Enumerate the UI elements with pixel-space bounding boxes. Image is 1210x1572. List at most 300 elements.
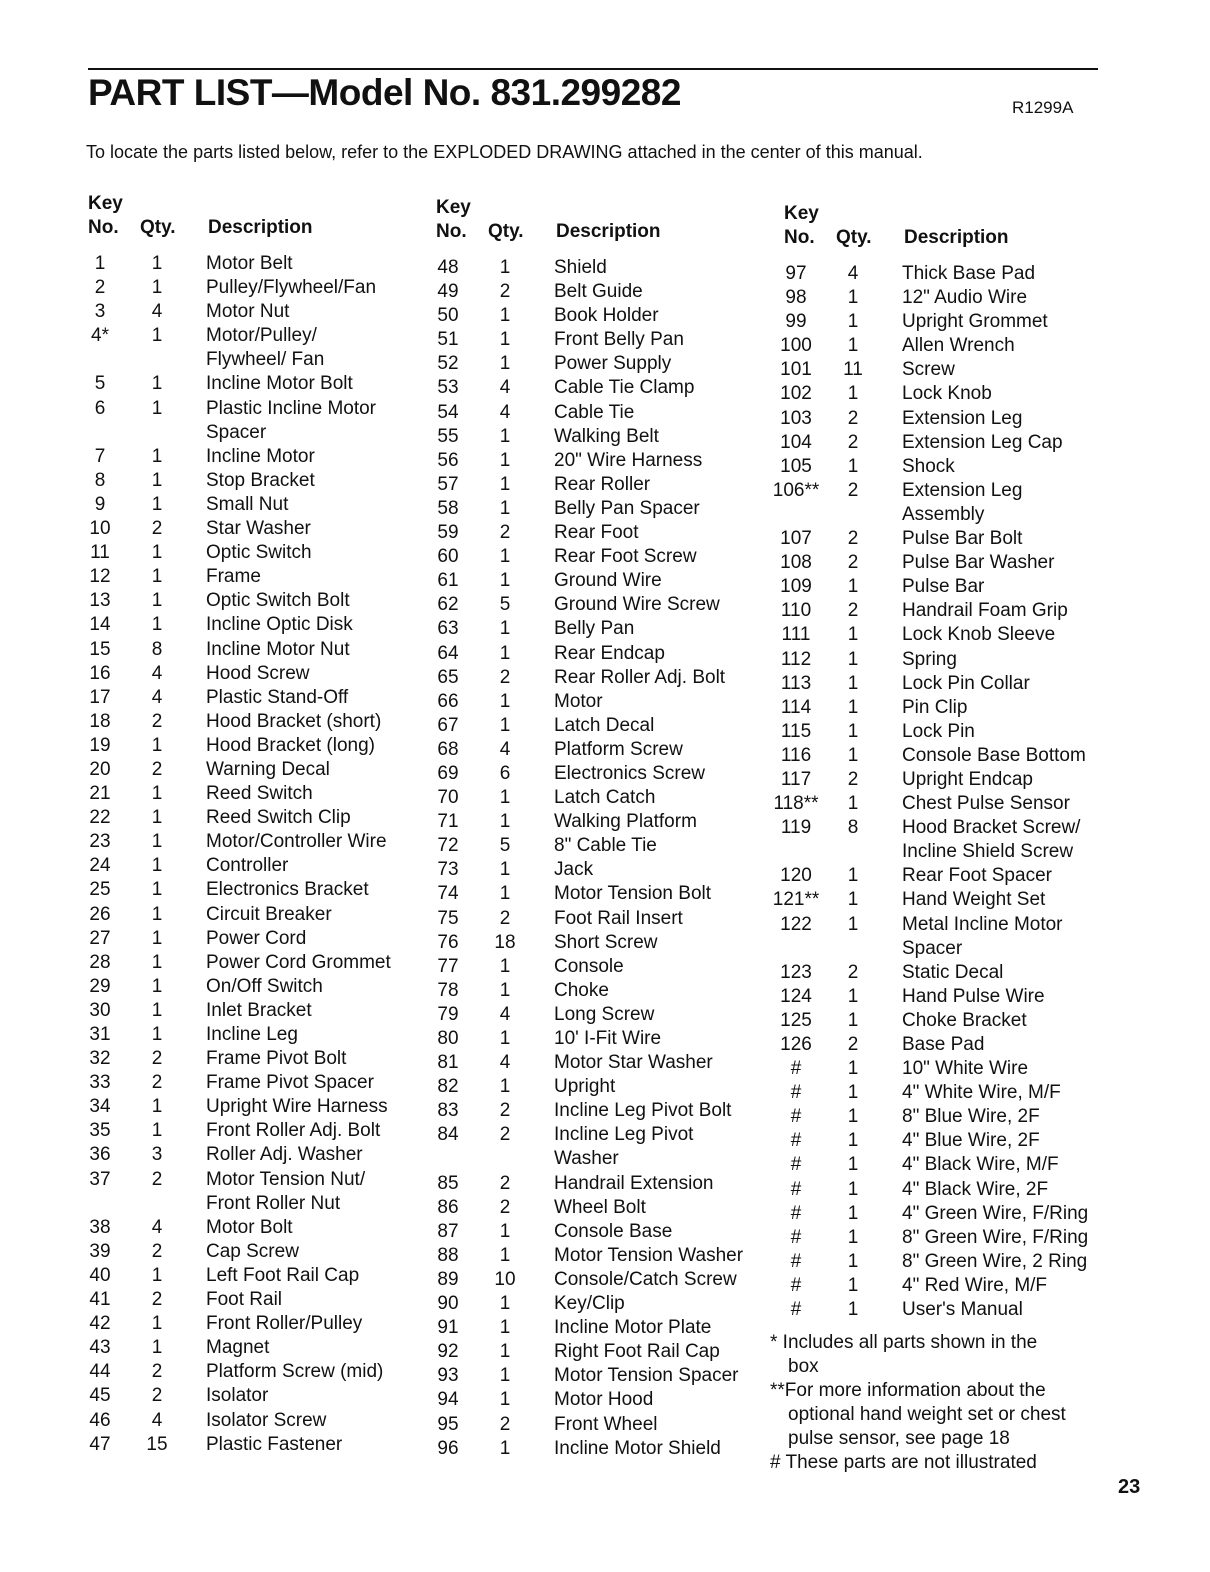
part-description: Latch Decal [554, 714, 655, 736]
part-qty: 1 [847, 1154, 859, 1176]
part-key: 51 [437, 329, 459, 351]
part-key: 87 [437, 1220, 459, 1242]
part-description: Reed Switch [206, 783, 313, 805]
part-qty: 4 [499, 377, 511, 399]
part-qty: 2 [847, 1034, 859, 1055]
part-row [772, 1299, 1112, 1323]
part-description: Power Cord Grommet [206, 951, 391, 973]
part-row [76, 373, 416, 397]
part-key: 15 [89, 638, 111, 660]
part-key: 58 [437, 497, 459, 519]
footnote [770, 1451, 1110, 1475]
doc-code: R1299A [1012, 98, 1074, 117]
part-row [772, 1179, 1112, 1203]
part-qty: 10 [494, 1268, 516, 1290]
part-qty: 2 [151, 1289, 163, 1311]
part-description: Incline Motor Plate [554, 1317, 712, 1339]
part-key: 7 [94, 445, 106, 467]
part-row [424, 570, 764, 594]
part-qty: 1 [499, 1244, 511, 1266]
header-qty: Qty. [140, 217, 176, 238]
part-key: 103 [780, 407, 812, 429]
part-row [424, 329, 764, 353]
part-key: # [790, 1299, 802, 1321]
part-description: Plastic Stand-Off [206, 686, 349, 708]
part-key: # [790, 1274, 802, 1296]
header-no: No. [88, 217, 119, 238]
part-qty: 1 [499, 1076, 511, 1098]
part-qty: 1 [847, 1106, 859, 1128]
part-row [424, 835, 764, 859]
part-qty: 4 [499, 1003, 511, 1025]
part-qty: 2 [499, 1172, 511, 1194]
part-row [424, 643, 764, 667]
part-row [76, 470, 416, 494]
part-qty: 1 [151, 734, 163, 756]
part-description: Washer [554, 1148, 619, 1170]
part-qty: 2 [499, 1100, 511, 1122]
part-row [424, 1365, 764, 1389]
part-qty: 1 [847, 311, 859, 333]
part-description: Optic Switch Bolt [206, 590, 350, 612]
part-row [424, 932, 764, 956]
part-qty: 2 [499, 1124, 511, 1146]
part-key: 22 [89, 807, 111, 829]
part-row [424, 1052, 764, 1076]
part-qty: 1 [151, 807, 163, 829]
part-row [424, 594, 764, 618]
part-key: 38 [89, 1216, 111, 1238]
part-key: 23 [89, 831, 111, 853]
part-row [76, 349, 416, 373]
part-key: 72 [437, 835, 459, 857]
part-description: Extension Leg [902, 479, 1023, 501]
part-key: 65 [437, 666, 459, 688]
part-row [772, 745, 1112, 769]
part-key: 61 [437, 570, 459, 592]
part-row [424, 1004, 764, 1028]
part-qty: 2 [847, 528, 859, 550]
part-qty: 2 [151, 1240, 163, 1262]
part-description: Incline Shield Screw [902, 841, 1074, 863]
part-description: Hand Pulse Wire [902, 985, 1045, 1007]
part-row [76, 783, 416, 807]
part-description: Foot Rail [206, 1289, 283, 1311]
part-key: 44 [89, 1361, 111, 1383]
part-row [772, 528, 1112, 552]
part-qty: 1 [151, 277, 163, 299]
part-qty: 1 [499, 714, 511, 736]
part-key: 86 [437, 1196, 459, 1218]
part-key: 19 [89, 734, 111, 756]
part-key: 105 [780, 455, 812, 477]
part-qty: 4 [499, 738, 511, 760]
part-key: # [790, 1226, 802, 1248]
part-qty: 1 [847, 1082, 859, 1104]
part-key: 124 [780, 985, 812, 1007]
part-key: 91 [437, 1317, 459, 1339]
part-row [772, 914, 1112, 938]
part-description: 10' I-Fit Wire [554, 1028, 662, 1049]
part-row [772, 721, 1112, 745]
page-number: 23 [1118, 1476, 1141, 1498]
part-key: 52 [437, 353, 459, 375]
part-description: Incline Leg Pivot [554, 1124, 694, 1146]
part-row [76, 422, 416, 446]
part-qty: 1 [847, 889, 859, 911]
part-description: Spring [902, 648, 957, 670]
part-description: Upright Wire Harness [206, 1096, 388, 1118]
part-row [76, 1072, 416, 1096]
part-description: 10" White Wire [902, 1058, 1029, 1080]
part-row [76, 1144, 416, 1168]
part-description: Motor Tension Washer [554, 1244, 744, 1266]
part-description: Upright Endcap [902, 768, 1033, 790]
part-description: Upright Grommet [902, 311, 1048, 333]
part-description: Small Nut [206, 493, 289, 515]
part-qty: 4 [847, 263, 859, 284]
part-row [76, 759, 416, 783]
part-qty: 1 [847, 383, 859, 405]
part-key: 74 [437, 883, 459, 905]
part-qty: 1 [151, 1264, 163, 1286]
part-key: 59 [437, 522, 459, 544]
part-row [76, 952, 416, 976]
part-row [772, 673, 1112, 697]
part-qty: 1 [499, 787, 511, 809]
part-key: 32 [89, 1048, 111, 1070]
part-row [76, 253, 416, 277]
header-key: Key [88, 193, 123, 214]
part-description: 4" Green Wire, F/Ring [902, 1202, 1089, 1224]
part-key: 4* [91, 325, 109, 347]
part-description: Allen Wrench [902, 335, 1015, 357]
part-key: 9 [94, 493, 106, 515]
part-row [772, 865, 1112, 889]
part-key: 5 [94, 373, 106, 395]
part-row [772, 456, 1112, 480]
part-description: Front Roller Nut [206, 1192, 341, 1214]
part-description: Motor/Pulley/ [206, 325, 317, 347]
part-qty: 1 [151, 542, 163, 564]
part-row [424, 1100, 764, 1124]
part-key: 98 [785, 287, 807, 309]
part-row [424, 1317, 764, 1341]
part-key: 53 [437, 377, 459, 399]
part-description: Walking Belt [554, 425, 659, 447]
part-key: 117 [780, 768, 812, 790]
part-key: 55 [437, 425, 459, 447]
part-key: 36 [89, 1144, 111, 1166]
column-header [424, 197, 764, 257]
part-row [424, 1438, 764, 1462]
part-qty: 1 [151, 783, 163, 805]
part-key: 109 [780, 576, 812, 598]
part-row [772, 1154, 1112, 1178]
part-description: Belly Pan [554, 618, 635, 640]
part-key: # [790, 1250, 802, 1272]
part-row [76, 904, 416, 928]
part-description: Frame Pivot Spacer [206, 1072, 374, 1094]
part-row [76, 976, 416, 1000]
header-key: Key [784, 203, 819, 224]
part-key: 94 [437, 1389, 459, 1411]
part-description: Frame [206, 566, 261, 588]
part-row [772, 1082, 1112, 1106]
part-qty: 1 [151, 1337, 163, 1359]
part-qty: 1 [847, 865, 859, 887]
part-qty: 1 [499, 618, 511, 640]
part-row [772, 817, 1112, 841]
part-key: 27 [89, 927, 111, 949]
part-qty: 8 [151, 638, 163, 660]
part-row [76, 663, 416, 687]
footnote-line: pulse sensor, see page 18 [788, 1428, 1010, 1449]
part-description: Belt Guide [554, 281, 643, 303]
part-key: 6 [94, 397, 106, 419]
part-row [424, 908, 764, 932]
part-description: Rear Foot Screw [554, 546, 697, 568]
part-qty: 4 [151, 1409, 163, 1431]
column-header [772, 203, 1112, 263]
part-row [772, 576, 1112, 600]
part-qty: 2 [151, 758, 163, 780]
part-description: Lock Pin [902, 720, 975, 742]
part-row [772, 1106, 1112, 1130]
part-qty: 3 [151, 1144, 163, 1166]
part-description: Hand Weight Set [902, 889, 1046, 911]
part-description: Front Belly Pan [554, 329, 684, 351]
part-key: 96 [437, 1437, 459, 1459]
part-row [76, 398, 416, 422]
part-description: Choke Bracket [902, 1009, 1027, 1031]
part-row [772, 1251, 1112, 1275]
part-qty: 1 [499, 497, 511, 519]
part-description: Screw [902, 359, 955, 381]
part-description: Foot Rail Insert [554, 907, 683, 929]
part-key: 126 [780, 1034, 812, 1055]
part-description: Flywheel/ Fan [206, 349, 325, 371]
part-row [772, 962, 1112, 986]
part-row [772, 311, 1112, 335]
part-description: Hood Bracket Screw/ [902, 817, 1081, 839]
part-row [772, 938, 1112, 962]
part-key: 76 [437, 931, 459, 953]
part-qty: 1 [151, 325, 163, 347]
part-key: 69 [437, 762, 459, 784]
part-description: Incline Motor Shield [554, 1437, 721, 1459]
part-description: Motor Tension Nut/ [206, 1168, 366, 1190]
part-row [424, 1414, 764, 1438]
part-row [772, 1034, 1112, 1058]
part-description: Warning Decal [206, 758, 330, 780]
part-description: Platform Screw (mid) [206, 1361, 384, 1383]
part-key: 12 [89, 566, 111, 588]
part-description: Shield [554, 257, 607, 278]
part-qty: 1 [847, 744, 859, 766]
part-row [76, 1410, 416, 1434]
part-qty: 2 [151, 1361, 163, 1383]
part-key: 118** [773, 793, 819, 815]
part-key: # [790, 1202, 802, 1224]
part-row [424, 787, 764, 811]
part-description: Isolator [206, 1385, 269, 1407]
header-qty: Qty. [488, 221, 524, 242]
part-row [424, 1124, 764, 1148]
part-description: On/Off Switch [206, 975, 323, 997]
part-qty: 1 [499, 305, 511, 327]
part-row [76, 1120, 416, 1144]
header-description: Description [556, 221, 661, 242]
part-row [76, 590, 416, 614]
part-description: Thick Base Pad [902, 263, 1036, 284]
part-qty: 1 [499, 257, 511, 278]
part-qty: 1 [499, 353, 511, 375]
part-key: 28 [89, 951, 111, 973]
part-description: Circuit Breaker [206, 903, 332, 925]
part-description: Reed Switch Clip [206, 807, 351, 829]
part-row [76, 807, 416, 831]
part-key: 3 [94, 301, 106, 323]
part-row [76, 687, 416, 711]
part-key: 79 [437, 1003, 459, 1025]
part-key: 40 [89, 1264, 111, 1286]
part-row [772, 504, 1112, 528]
part-qty: 1 [499, 642, 511, 664]
part-row [772, 986, 1112, 1010]
part-description: Motor Belt [206, 253, 293, 274]
part-description: Rear Endcap [554, 642, 665, 664]
part-key: 75 [437, 907, 459, 929]
part-qty: 2 [499, 1413, 511, 1435]
part-key: 47 [89, 1433, 111, 1455]
part-key: 99 [785, 311, 807, 333]
part-qty: 1 [499, 955, 511, 977]
part-qty: 1 [151, 445, 163, 467]
part-row [772, 841, 1112, 865]
part-qty: 11 [843, 359, 863, 381]
part-description: Left Foot Rail Cap [206, 1264, 360, 1286]
parts-column-2 [424, 197, 764, 1462]
part-description: Extension Leg [902, 407, 1023, 429]
part-description: Cable Tie Clamp [554, 377, 695, 399]
part-key: 101 [780, 359, 812, 381]
part-row [76, 446, 416, 470]
part-qty: 8 [847, 817, 859, 839]
part-key: 8 [94, 469, 106, 491]
part-key: 49 [437, 281, 459, 303]
part-row [424, 1076, 764, 1100]
part-description: 12" Audio Wire [902, 287, 1028, 309]
part-description: Optic Switch [206, 542, 312, 564]
part-qty: 1 [151, 951, 163, 973]
part-row [772, 480, 1112, 504]
part-description: Jack [554, 859, 594, 881]
part-key: 50 [437, 305, 459, 327]
part-qty: 1 [151, 590, 163, 612]
part-description: Hood Bracket (long) [206, 734, 375, 756]
part-key: 82 [437, 1076, 459, 1098]
part-qty: 2 [499, 666, 511, 688]
part-row [772, 408, 1112, 432]
part-description: Wheel Bolt [554, 1196, 646, 1218]
part-row [424, 1148, 764, 1172]
page-title: PART LIST—Model No. 831.299282 [88, 72, 681, 113]
part-qty: 4 [499, 1052, 511, 1074]
part-description: Incline Motor Bolt [206, 373, 353, 395]
part-description: Metal Incline Motor [902, 913, 1063, 935]
part-row [76, 614, 416, 638]
part-row [424, 1197, 764, 1221]
part-description: Incline Leg Pivot Bolt [554, 1100, 732, 1122]
part-row [424, 1221, 764, 1245]
part-description: Front Roller Adj. Bolt [206, 1120, 381, 1142]
part-qty: 1 [151, 1024, 163, 1045]
footnote [770, 1331, 1110, 1379]
part-description: 4" Red Wire, M/F [902, 1274, 1048, 1296]
part-description: Pulse Bar Washer [902, 552, 1055, 574]
part-description: Console Base [554, 1220, 673, 1242]
part-key: 112 [780, 648, 812, 670]
part-description: Stop Bracket [206, 469, 315, 491]
part-key: 100 [780, 335, 812, 357]
part-description: Lock Knob Sleeve [902, 624, 1056, 646]
part-row [76, 1217, 416, 1241]
part-description: Extension Leg Cap [902, 431, 1063, 453]
part-row [424, 715, 764, 739]
part-qty: 1 [151, 566, 163, 588]
part-qty: 1 [499, 1365, 511, 1387]
part-key: 90 [437, 1293, 459, 1315]
part-description: Spacer [902, 937, 963, 959]
part-key: 125 [780, 1009, 812, 1031]
part-description: Inlet Bracket [206, 999, 312, 1021]
part-row [76, 1000, 416, 1024]
part-key: 16 [89, 662, 111, 684]
part-row [424, 763, 764, 787]
part-qty: 1 [151, 927, 163, 949]
part-row [424, 257, 764, 281]
part-key: 120 [780, 865, 812, 887]
part-row [424, 450, 764, 474]
part-qty: 4 [151, 662, 163, 684]
part-description: Pin Clip [902, 696, 968, 718]
part-description: Choke [554, 979, 609, 1001]
part-row [772, 552, 1112, 576]
part-key: 111 [781, 624, 811, 646]
part-description: Incline Leg [206, 1024, 298, 1045]
part-qty: 1 [847, 1058, 859, 1080]
part-key: 89 [437, 1268, 459, 1290]
part-qty: 1 [499, 570, 511, 592]
part-key: # [790, 1106, 802, 1128]
part-description: 8" Green Wire, F/Ring [902, 1226, 1089, 1248]
part-qty: 1 [847, 455, 859, 477]
part-row [772, 889, 1112, 913]
part-row [424, 1269, 764, 1293]
part-key: 64 [437, 642, 459, 664]
part-qty: 2 [499, 522, 511, 544]
part-qty: 1 [499, 979, 511, 1001]
part-qty: 1 [499, 329, 511, 351]
part-key: 25 [89, 879, 111, 901]
part-key: 70 [437, 787, 459, 809]
part-description: Electronics Bracket [206, 879, 369, 901]
part-row [772, 793, 1112, 817]
part-key: 102 [780, 383, 812, 405]
part-description: Handrail Extension [554, 1172, 714, 1194]
part-key: 92 [437, 1341, 459, 1363]
